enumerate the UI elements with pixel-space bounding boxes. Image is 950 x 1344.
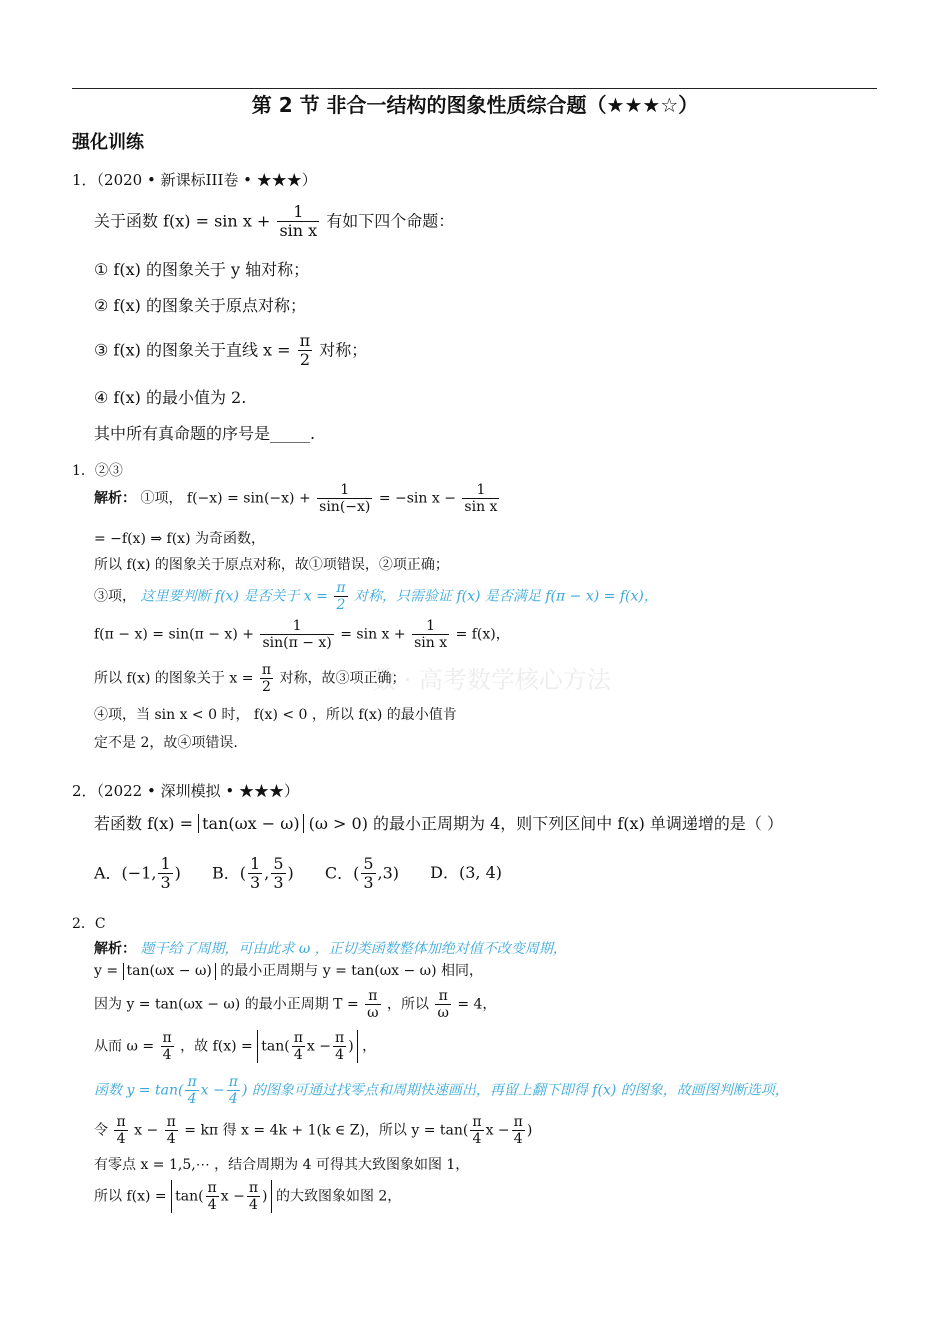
- analysis-label: 解析：: [94, 490, 136, 507]
- math-text: tan(: [261, 1038, 290, 1055]
- option-text: B．(: [212, 863, 247, 883]
- answer-1: 1．②③: [72, 463, 123, 479]
- math-text: f(π − x) = sin(π − x) +: [94, 626, 254, 643]
- answer-2-line-1: [94, 941, 567, 958]
- denominator: 2: [299, 350, 310, 370]
- numerator: π: [336, 580, 346, 596]
- absolute-value: [257, 1030, 357, 1063]
- denominator: 4: [207, 1197, 217, 1214]
- numerator: 1: [277, 203, 319, 222]
- numerator: 1: [317, 482, 372, 499]
- numerator: π: [513, 1114, 523, 1130]
- math-text: x −: [306, 1038, 331, 1055]
- numerator: 1: [412, 618, 449, 635]
- math-text: ，故 f(x) =: [180, 1038, 253, 1055]
- option-text: A．(−1,: [94, 863, 157, 883]
- denominator: 3: [273, 873, 284, 893]
- numerator: π: [187, 1074, 197, 1090]
- question-2-header: 2．（2022 • 深圳模拟 • ★★★）: [72, 782, 299, 800]
- answer-2-line-4: [94, 1030, 376, 1063]
- fraction: [271, 855, 285, 893]
- math-text: 所以 f(x) =: [94, 1188, 167, 1205]
- absolute-value: tan(ωx − ω): [123, 963, 216, 980]
- fraction: [248, 855, 262, 893]
- math-text: 因为 y = tan(ωx − ω) 的最小正周期 T =: [94, 996, 359, 1013]
- math-text: = −sin x −: [378, 490, 456, 507]
- hint-text: 对称，只需验证 f(x) 是否满足 f(π − x) = f(x)，: [354, 588, 658, 605]
- denominator: 2: [262, 679, 271, 696]
- math-text: y =: [94, 963, 119, 979]
- denominator: 4: [293, 1047, 303, 1064]
- denominator: 3: [363, 873, 374, 893]
- fraction: [277, 203, 319, 241]
- section-heading: 强化训练: [72, 132, 144, 153]
- denominator: sin(−x): [319, 499, 371, 516]
- header-rule: [72, 88, 877, 89]
- analysis-label: 解析：: [94, 941, 136, 957]
- denominator: sin x: [279, 221, 318, 241]
- math-text: ): [262, 1188, 268, 1205]
- fraction: [361, 855, 375, 893]
- fraction: [412, 618, 449, 651]
- answer-1-line-3: 所以 f(x) 的图象关于原点对称，故①项错误，②项正确；: [94, 557, 449, 573]
- numerator: π: [293, 1030, 303, 1046]
- hint-text: ) 的图象可通过找零点和周期快速画出，再留上翻下即得 f(x) 的图象，故画图判断选项，: [241, 1082, 789, 1099]
- answer-2-line-2: [94, 963, 483, 980]
- math-text: = f(x)，: [455, 626, 510, 643]
- fraction: [435, 988, 450, 1021]
- fraction: [462, 482, 499, 515]
- math-text: 的大致图象如图 2，: [275, 1188, 402, 1205]
- fraction: [161, 1030, 174, 1063]
- option-text: ,3): [377, 863, 400, 883]
- page-title: 第 2 节 非合一结构的图象性质综合题（★★★☆）: [251, 93, 699, 117]
- stem-text: 若函数 f(x) =: [94, 814, 194, 833]
- math-text: 从而 ω =: [94, 1038, 155, 1055]
- fraction: [158, 855, 172, 893]
- denominator: 3: [160, 873, 171, 893]
- proposition-4: ④ f(x) 的最小值为 2.: [94, 388, 247, 407]
- denominator: 4: [472, 1131, 482, 1148]
- fraction: [512, 1114, 525, 1147]
- answer-1-line-5: [94, 618, 510, 651]
- absolute-value: tan(ωx − ω): [198, 814, 303, 833]
- numerator: π: [248, 1180, 259, 1196]
- hint-text: 函数 y = tan(: [94, 1082, 184, 1099]
- fraction: [227, 1074, 240, 1107]
- numerator: π: [435, 988, 450, 1005]
- denominator: 2: [336, 597, 346, 614]
- fraction: [298, 332, 313, 370]
- numerator: π: [228, 1074, 238, 1090]
- numerator: π: [166, 1114, 176, 1130]
- answer-2-line-3: [94, 988, 496, 1021]
- stem-text: 有如下四个命题：: [326, 211, 455, 231]
- absolute-value: [171, 1180, 271, 1213]
- numerator: π: [162, 1030, 172, 1046]
- numerator: 5: [363, 854, 374, 873]
- proposition-2: ② f(x) 的图象关于原点对称；: [94, 296, 306, 315]
- numerator: 1: [462, 482, 499, 499]
- denominator: 4: [335, 1047, 345, 1064]
- question-2-options: [94, 855, 528, 893]
- math-text: 所以 f(x) 的图象关于 x =: [94, 670, 254, 687]
- fraction: [260, 618, 333, 651]
- answer-1-line-6: [94, 662, 406, 695]
- denominator: 4: [513, 1131, 523, 1148]
- math-text: x −: [220, 1188, 245, 1205]
- fraction: [317, 482, 372, 515]
- math-text: 的最小正周期与 y = tan(ωx − ω) 相同，: [220, 963, 483, 979]
- denominator: 4: [162, 1047, 172, 1064]
- denominator: 4: [187, 1091, 197, 1108]
- question-2-stem: [94, 814, 783, 833]
- answer-2-line-5: [94, 1074, 789, 1107]
- answer-2-line-7: 有零点 x = 1,5,⋯ ，结合周期为 4 可得其大致图象如图 1，: [94, 1157, 470, 1173]
- answer-2-line-6: [94, 1114, 532, 1147]
- denominator: 4: [116, 1131, 126, 1148]
- option-text: ): [287, 863, 294, 883]
- option-c: [325, 855, 399, 893]
- option-d: D．(3, 4): [430, 863, 502, 883]
- denominator: sin x: [414, 635, 448, 652]
- numerator: π: [116, 1114, 126, 1130]
- proposition-1: ① f(x) 的图象关于 y 轴对称；: [94, 260, 310, 279]
- stem-text: (ω > 0) 的最小正周期为 4，则下列区间中 f(x) 单调递增的是（ ）: [308, 814, 783, 833]
- math-text: x −: [134, 1122, 159, 1139]
- math-text: ③项，: [94, 588, 136, 605]
- fraction: [185, 1074, 198, 1107]
- fraction: [260, 662, 273, 695]
- denominator: 4: [228, 1091, 238, 1108]
- proposition-3: [94, 332, 367, 370]
- fraction: [206, 1180, 219, 1213]
- numerator: 1: [250, 854, 261, 873]
- watermark: 数 · 高考数学核心方法: [372, 666, 611, 694]
- stem-text: 关于函数 f(x) = sin x +: [94, 211, 271, 231]
- math-text: ①项， f(−x) = sin(−x) +: [140, 490, 311, 507]
- answer-1-line-2: = −f(x) ⇒ f(x) 为奇函数，: [94, 531, 265, 547]
- fraction: [247, 1180, 260, 1213]
- option-text: ,: [264, 863, 270, 883]
- numerator: π: [207, 1180, 217, 1196]
- answer-1-line-7: ④项，当 sin x < 0 时， f(x) < 0 ，所以 f(x) 的最小值肯: [94, 707, 457, 723]
- numerator: π: [299, 331, 311, 350]
- numerator: π: [261, 662, 272, 678]
- denominator: 3: [250, 873, 261, 893]
- prop-text: ③ f(x) 的图象关于直线 x =: [94, 340, 291, 360]
- denominator: 4: [166, 1131, 176, 1148]
- answer-2-line-8: [94, 1180, 401, 1213]
- question-1-ask: 其中所有真命题的序号是_____.: [94, 424, 316, 443]
- fraction: [470, 1114, 483, 1147]
- math-text: tan(: [175, 1188, 204, 1205]
- fraction: [165, 1114, 178, 1147]
- numerator: π: [472, 1114, 482, 1130]
- option-text: ): [174, 863, 181, 883]
- numerator: 5: [273, 854, 284, 873]
- hint-text: 这里要判断 f(x) 是否关于 x =: [140, 588, 328, 605]
- math-text: 对称，故③项正确；: [279, 670, 406, 687]
- prop-text: 对称；: [319, 340, 368, 360]
- answer-1-line-1: [94, 482, 501, 515]
- denominator: ω: [367, 1005, 379, 1022]
- option-text: C．(: [324, 863, 360, 883]
- math-text: ，所以: [387, 996, 430, 1013]
- math-text: 令: [94, 1122, 108, 1139]
- fraction: [114, 1114, 127, 1147]
- numerator: π: [365, 988, 380, 1005]
- hint-text: x −: [200, 1082, 225, 1099]
- math-text: x −: [485, 1122, 510, 1139]
- math-text: = 4，: [457, 996, 497, 1013]
- numerator: 1: [260, 618, 333, 635]
- fraction: [334, 580, 347, 613]
- fraction: [333, 1030, 346, 1063]
- numerator: π: [334, 1030, 345, 1046]
- math-text: = kπ 得 x = 4k + 1(k ∈ Z)，所以 y = tan(: [184, 1122, 469, 1139]
- question-1-stem: [94, 203, 454, 241]
- math-text: = sin x +: [340, 626, 406, 643]
- denominator: 4: [248, 1197, 258, 1214]
- question-1-header: 1．（2020 • 新课标III卷 • ★★★）: [72, 171, 317, 189]
- answer-1-line-4: [94, 580, 658, 613]
- fraction: [292, 1030, 305, 1063]
- denominator: ω: [437, 1005, 449, 1022]
- math-text: ): [526, 1122, 533, 1139]
- numerator: 1: [160, 854, 171, 873]
- hint-text: 题干给了周期，可由此求 ω ，正切类函数整体加绝对值不改变周期，: [140, 941, 567, 957]
- math-text: ，: [362, 1038, 377, 1055]
- option-b: [212, 855, 294, 893]
- denominator: sin x: [464, 499, 498, 516]
- fraction: [365, 988, 380, 1021]
- option-a: [94, 855, 181, 893]
- answer-1-line-8: 定不是 2，故④项错误.: [94, 735, 238, 751]
- denominator: sin(π − x): [262, 635, 332, 652]
- answer-2: 2．C: [72, 916, 106, 932]
- math-text: ): [348, 1038, 354, 1055]
